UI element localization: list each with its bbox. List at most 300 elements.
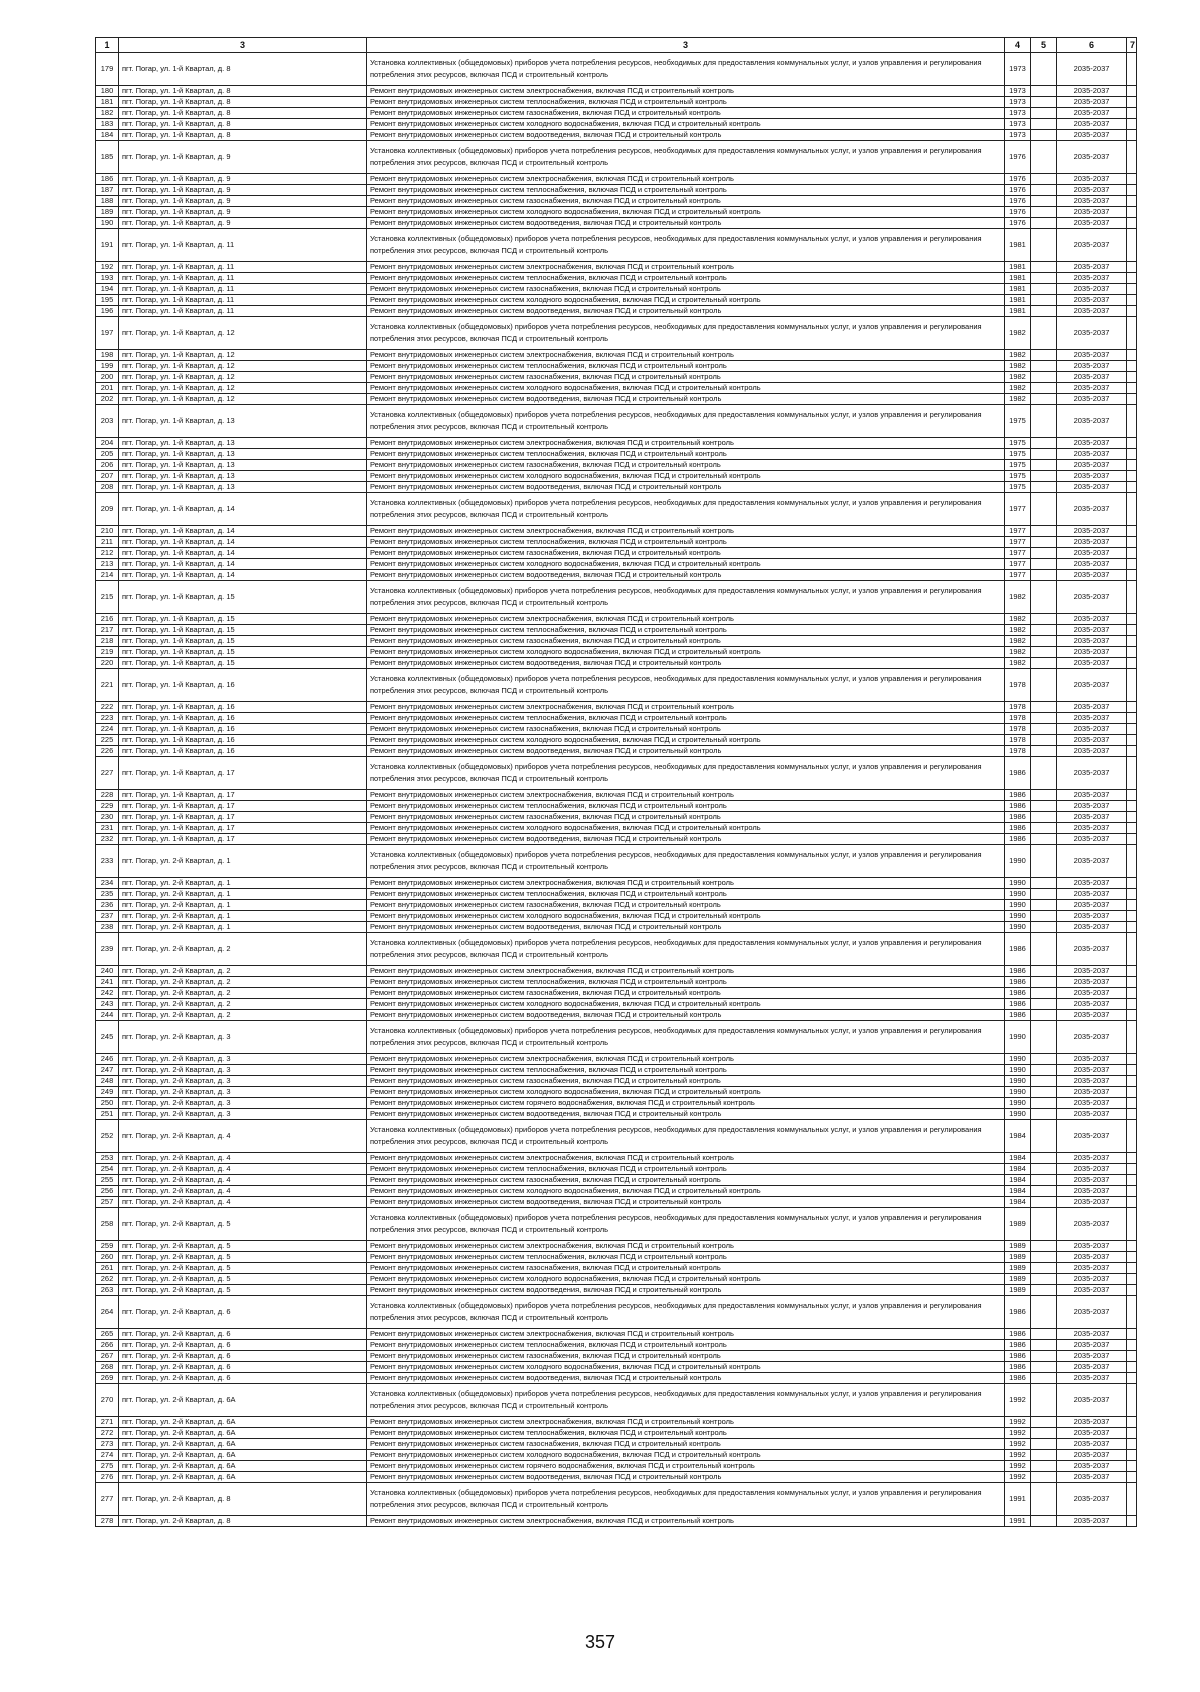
table-row [96,185,1137,196]
row-address: пгт. Погар, ул. 2-й Квартал, д. 6А [119,1384,367,1417]
row-number: 197 [96,317,119,350]
row-col7 [1127,1010,1137,1021]
table-row [96,713,1137,724]
row-col5 [1031,460,1057,471]
row-col7 [1127,1483,1137,1516]
row-work: Ремонт внутридомовых инженерных систем холодного водоснабжения, включая ПСД и строительный контроль [367,647,1005,658]
row-period: 2035-2037 [1057,53,1127,86]
row-address: пгт. Погар, ул. 2-й Квартал, д. 6 [119,1362,367,1373]
row-number: 198 [96,350,119,361]
table-row [96,449,1137,460]
row-address: пгт. Погар, ул. 2-й Квартал, д. 6 [119,1340,367,1351]
table-row [96,1120,1137,1153]
row-number: 265 [96,1329,119,1340]
row-address: пгт. Погар, ул. 2-й Квартал, д. 6А [119,1450,367,1461]
row-period: 2035-2037 [1057,1186,1127,1197]
row-col5 [1031,1109,1057,1120]
table-row [96,735,1137,746]
row-work: Ремонт внутридомовых инженерных систем водоотведения, включая ПСД и строительный контроль [367,1285,1005,1296]
row-address: пгт. Погар, ул. 2-й Квартал, д. 2 [119,999,367,1010]
row-year: 1975 [1005,405,1031,438]
row-col5 [1031,1450,1057,1461]
row-col7 [1127,53,1137,86]
row-col5 [1031,625,1057,636]
table-row [96,1340,1137,1351]
row-number: 272 [96,1428,119,1439]
row-year: 1989 [1005,1274,1031,1285]
row-col7 [1127,614,1137,625]
row-year: 1975 [1005,482,1031,493]
header-col-num: 1 [96,38,119,53]
row-number: 196 [96,306,119,317]
row-number: 277 [96,1483,119,1516]
row-col7 [1127,273,1137,284]
row-work: Установка коллективных (общедомовых) приборов учета потребления ресурсов, необходимых для предоставления коммунальных услуг, и узлов управления и регулирования потребления этих ресурсов, включая ПСД и строительный контроль [367,933,1005,966]
row-work: Ремонт внутридомовых инженерных систем электроснабжения, включая ПСД и строительный контроль [367,966,1005,977]
table-row [96,537,1137,548]
row-work: Установка коллективных (общедомовых) приборов учета потребления ресурсов, необходимых для предоставления коммунальных услуг, и узлов управления и регулирования потребления этих ресурсов, включая ПСД и строительный контроль [367,1483,1005,1516]
row-address: пгт. Погар, ул. 1-й Квартал, д. 8 [119,86,367,97]
row-number: 185 [96,141,119,174]
row-work: Ремонт внутридомовых инженерных систем водоотведения, включая ПСД и строительный контроль [367,306,1005,317]
table-header-row [96,38,1137,53]
row-col5 [1031,449,1057,460]
row-period: 2035-2037 [1057,702,1127,713]
row-year: 1992 [1005,1472,1031,1483]
row-work: Ремонт внутридомовых инженерных систем газоснабжения, включая ПСД и строительный контроль [367,1439,1005,1450]
row-address: пгт. Погар, ул. 2-й Квартал, д. 1 [119,845,367,878]
table-row [96,1263,1137,1274]
row-year: 1982 [1005,372,1031,383]
row-col5 [1031,405,1057,438]
row-period: 2035-2037 [1057,823,1127,834]
row-period: 2035-2037 [1057,878,1127,889]
table-row [96,372,1137,383]
row-col5 [1031,1164,1057,1175]
row-address: пгт. Погар, ул. 2-й Квартал, д. 5 [119,1274,367,1285]
row-col5 [1031,570,1057,581]
row-number: 211 [96,537,119,548]
row-year: 1990 [1005,900,1031,911]
row-col7 [1127,1153,1137,1164]
row-year: 1989 [1005,1252,1031,1263]
row-period: 2035-2037 [1057,108,1127,119]
row-year: 1978 [1005,713,1031,724]
row-period: 2035-2037 [1057,1076,1127,1087]
row-year: 1990 [1005,1021,1031,1054]
row-col5 [1031,1263,1057,1274]
row-work: Установка коллективных (общедомовых) приборов учета потребления ресурсов, необходимых для предоставления коммунальных услуг, и узлов управления и регулирования потребления этих ресурсов, включая ПСД и строительный контроль [367,669,1005,702]
row-col7 [1127,669,1137,702]
row-address: пгт. Погар, ул. 1-й Квартал, д. 17 [119,812,367,823]
row-period: 2035-2037 [1057,438,1127,449]
row-col5 [1031,482,1057,493]
row-number: 259 [96,1241,119,1252]
table-row [96,284,1137,295]
row-number: 213 [96,559,119,570]
row-period: 2035-2037 [1057,625,1127,636]
row-work: Установка коллективных (общедомовых) приборов учета потребления ресурсов, необходимых для предоставления коммунальных услуг, и узлов управления и регулирования потребления этих ресурсов, включая ПСД и строительный контроль [367,1120,1005,1153]
row-col7 [1127,1098,1137,1109]
row-work: Ремонт внутридомовых инженерных систем газоснабжения, включая ПСД и строительный контроль [367,636,1005,647]
row-work: Ремонт внутридомовых инженерных систем газоснабжения, включая ПСД и строительный контроль [367,812,1005,823]
row-year: 1982 [1005,361,1031,372]
row-period: 2035-2037 [1057,647,1127,658]
row-address: пгт. Погар, ул. 2-й Квартал, д. 5 [119,1285,367,1296]
row-year: 1990 [1005,1076,1031,1087]
row-col7 [1127,350,1137,361]
row-year: 1986 [1005,801,1031,812]
row-col7 [1127,1296,1137,1329]
row-year: 1990 [1005,1109,1031,1120]
row-col5 [1031,823,1057,834]
row-address: пгт. Погар, ул. 1-й Квартал, д. 11 [119,306,367,317]
row-work: Ремонт внутридомовых инженерных систем газоснабжения, включая ПСД и строительный контроль [367,1175,1005,1186]
row-col7 [1127,1351,1137,1362]
row-work: Ремонт внутридомовых инженерных систем теплоснабжения, включая ПСД и строительный контроль [367,625,1005,636]
row-year: 1975 [1005,449,1031,460]
row-col7 [1127,460,1137,471]
row-work: Ремонт внутридомовых инженерных систем теплоснабжения, включая ПСД и строительный контроль [367,1252,1005,1263]
row-address: пгт. Погар, ул. 1-й Квартал, д. 13 [119,405,367,438]
row-col7 [1127,284,1137,295]
row-number: 223 [96,713,119,724]
row-work: Ремонт внутридомовых инженерных систем электроснабжения, включая ПСД и строительный контроль [367,526,1005,537]
row-number: 212 [96,548,119,559]
row-work: Ремонт внутридомовых инженерных систем теплоснабжения, включая ПСД и строительный контроль [367,1065,1005,1076]
row-period: 2035-2037 [1057,1296,1127,1329]
row-number: 200 [96,372,119,383]
row-col7 [1127,218,1137,229]
row-period: 2035-2037 [1057,1197,1127,1208]
table-row [96,999,1137,1010]
table-row [96,273,1137,284]
row-col7 [1127,196,1137,207]
row-col5 [1031,1439,1057,1450]
row-col5 [1031,1252,1057,1263]
row-number: 255 [96,1175,119,1186]
row-address: пгт. Погар, ул. 2-й Квартал, д. 3 [119,1087,367,1098]
table-row [96,966,1137,977]
table-row [96,306,1137,317]
row-col7 [1127,1329,1137,1340]
row-year: 1986 [1005,1296,1031,1329]
row-work: Установка коллективных (общедомовых) приборов учета потребления ресурсов, необходимых для предоставления коммунальных услуг, и узлов управления и регулирования потребления этих ресурсов, включая ПСД и строительный контроль [367,845,1005,878]
row-period: 2035-2037 [1057,1329,1127,1340]
row-number: 237 [96,911,119,922]
row-col5 [1031,702,1057,713]
row-period: 2035-2037 [1057,196,1127,207]
row-address: пгт. Погар, ул. 1-й Квартал, д. 13 [119,471,367,482]
table-row [96,548,1137,559]
row-col5 [1031,1098,1057,1109]
row-col5 [1031,97,1057,108]
table-row [96,1439,1137,1450]
row-col5 [1031,878,1057,889]
table-row [96,53,1137,86]
row-period: 2035-2037 [1057,218,1127,229]
row-number: 218 [96,636,119,647]
row-number: 264 [96,1296,119,1329]
row-address: пгт. Погар, ул. 1-й Квартал, д. 9 [119,141,367,174]
table-row [96,1252,1137,1263]
row-year: 1977 [1005,548,1031,559]
row-address: пгт. Погар, ул. 2-й Квартал, д. 4 [119,1120,367,1153]
row-address: пгт. Погар, ул. 1-й Квартал, д. 15 [119,614,367,625]
row-col7 [1127,394,1137,405]
row-work: Ремонт внутридомовых инженерных систем газоснабжения, включая ПСД и строительный контроль [367,900,1005,911]
row-col5 [1031,1373,1057,1384]
row-address: пгт. Погар, ул. 1-й Квартал, д. 16 [119,702,367,713]
row-col7 [1127,526,1137,537]
row-col5 [1031,130,1057,141]
row-address: пгт. Погар, ул. 1-й Квартал, д. 17 [119,834,367,845]
row-col5 [1031,548,1057,559]
row-address: пгт. Погар, ул. 1-й Квартал, д. 15 [119,647,367,658]
row-period: 2035-2037 [1057,669,1127,702]
row-year: 1986 [1005,999,1031,1010]
row-col7 [1127,1274,1137,1285]
row-col7 [1127,537,1137,548]
row-period: 2035-2037 [1057,1208,1127,1241]
table-row [96,1153,1137,1164]
row-col7 [1127,108,1137,119]
table-row [96,1087,1137,1098]
row-period: 2035-2037 [1057,1285,1127,1296]
row-col5 [1031,141,1057,174]
row-col7 [1127,823,1137,834]
row-address: пгт. Погар, ул. 1-й Квартал, д. 14 [119,559,367,570]
table-row [96,1109,1137,1120]
row-year: 1977 [1005,570,1031,581]
row-col7 [1127,977,1137,988]
row-year: 1986 [1005,1340,1031,1351]
row-work: Ремонт внутридомовых инженерных систем водоотведения, включая ПСД и строительный контроль [367,130,1005,141]
row-col7 [1127,1252,1137,1263]
row-number: 205 [96,449,119,460]
row-period: 2035-2037 [1057,1340,1127,1351]
row-number: 224 [96,724,119,735]
table-row [96,1076,1137,1087]
row-year: 1986 [1005,834,1031,845]
row-work: Ремонт внутридомовых инженерных систем водоотведения, включая ПСД и строительный контроль [367,834,1005,845]
row-address: пгт. Погар, ул. 2-й Квартал, д. 1 [119,911,367,922]
row-address: пгт. Погар, ул. 1-й Квартал, д. 16 [119,724,367,735]
capital-repair-table [95,37,1137,1527]
row-col5 [1031,229,1057,262]
row-col7 [1127,757,1137,790]
row-year: 1986 [1005,966,1031,977]
table-row [96,669,1137,702]
row-number: 187 [96,185,119,196]
table-row [96,482,1137,493]
row-address: пгт. Погар, ул. 2-й Квартал, д. 6А [119,1439,367,1450]
row-period: 2035-2037 [1057,548,1127,559]
row-col5 [1031,1351,1057,1362]
table-row [96,1010,1137,1021]
table-row [96,394,1137,405]
row-col7 [1127,361,1137,372]
row-col5 [1031,790,1057,801]
row-address: пгт. Погар, ул. 2-й Квартал, д. 1 [119,878,367,889]
row-col7 [1127,1263,1137,1274]
row-address: пгт. Погар, ул. 2-й Квартал, д. 8 [119,1516,367,1527]
row-period: 2035-2037 [1057,350,1127,361]
row-period: 2035-2037 [1057,1120,1127,1153]
row-col7 [1127,1054,1137,1065]
row-number: 193 [96,273,119,284]
row-col5 [1031,273,1057,284]
row-address: пгт. Погар, ул. 2-й Квартал, д. 2 [119,977,367,988]
row-address: пгт. Погар, ул. 2-й Квартал, д. 1 [119,922,367,933]
page-number: 357 [584,1632,616,1652]
row-year: 1982 [1005,581,1031,614]
row-address: пгт. Погар, ул. 1-й Квартал, д. 14 [119,570,367,581]
row-work: Ремонт внутридомовых инженерных систем теплоснабжения, включая ПСД и строительный контроль [367,97,1005,108]
row-period: 2035-2037 [1057,614,1127,625]
row-col7 [1127,449,1137,460]
row-year: 1982 [1005,658,1031,669]
table-row [96,1516,1137,1527]
row-col7 [1127,801,1137,812]
row-col7 [1127,317,1137,350]
row-work: Ремонт внутридомовых инженерных систем электроснабжения, включая ПСД и строительный контроль [367,1417,1005,1428]
row-col7 [1127,812,1137,823]
table-row [96,988,1137,999]
row-number: 241 [96,977,119,988]
row-number: 183 [96,119,119,130]
row-address: пгт. Погар, ул. 2-й Квартал, д. 6А [119,1417,367,1428]
row-address: пгт. Погар, ул. 2-й Квартал, д. 8 [119,1483,367,1516]
row-col5 [1031,218,1057,229]
row-col5 [1031,812,1057,823]
row-year: 1978 [1005,724,1031,735]
row-period: 2035-2037 [1057,262,1127,273]
row-work: Ремонт внутридомовых инженерных систем водоотведения, включая ПСД и строительный контроль [367,570,1005,581]
row-address: пгт. Погар, ул. 2-й Квартал, д. 4 [119,1186,367,1197]
row-work: Ремонт внутридомовых инженерных систем газоснабжения, включая ПСД и строительный контроль [367,1263,1005,1274]
row-number: 206 [96,460,119,471]
row-address: пгт. Погар, ул. 1-й Квартал, д. 9 [119,174,367,185]
row-period: 2035-2037 [1057,581,1127,614]
row-period: 2035-2037 [1057,834,1127,845]
row-work: Установка коллективных (общедомовых) приборов учета потребления ресурсов, необходимых для предоставления коммунальных услуг, и узлов управления и регулирования потребления этих ресурсов, включая ПСД и строительный контроль [367,757,1005,790]
row-col7 [1127,1065,1137,1076]
row-year: 1989 [1005,1285,1031,1296]
row-year: 1984 [1005,1120,1031,1153]
row-period: 2035-2037 [1057,273,1127,284]
row-number: 249 [96,1087,119,1098]
row-col5 [1031,1329,1057,1340]
row-col5 [1031,372,1057,383]
row-number: 222 [96,702,119,713]
row-col5 [1031,1274,1057,1285]
row-col7 [1127,1087,1137,1098]
row-work: Ремонт внутридомовых инженерных систем водоотведения, включая ПСД и строительный контроль [367,746,1005,757]
row-col5 [1031,900,1057,911]
row-work: Ремонт внутридомовых инженерных систем электроснабжения, включая ПСД и строительный контроль [367,878,1005,889]
row-col5 [1031,306,1057,317]
row-period: 2035-2037 [1057,1252,1127,1263]
row-period: 2035-2037 [1057,1175,1127,1186]
row-number: 251 [96,1109,119,1120]
row-work: Ремонт внутридомовых инженерных систем газоснабжения, включая ПСД и строительный контроль [367,1351,1005,1362]
row-period: 2035-2037 [1057,1065,1127,1076]
row-year: 1975 [1005,471,1031,482]
table-row [96,405,1137,438]
row-address: пгт. Погар, ул. 1-й Квартал, д. 14 [119,493,367,526]
row-year: 1990 [1005,889,1031,900]
row-number: 248 [96,1076,119,1087]
row-col5 [1031,1076,1057,1087]
row-address: пгт. Погар, ул. 2-й Квартал, д. 4 [119,1153,367,1164]
row-year: 1990 [1005,1054,1031,1065]
row-number: 220 [96,658,119,669]
row-year: 1984 [1005,1153,1031,1164]
row-number: 181 [96,97,119,108]
row-col7 [1127,1450,1137,1461]
row-period: 2035-2037 [1057,559,1127,570]
row-number: 190 [96,218,119,229]
row-work: Установка коллективных (общедомовых) приборов учета потребления ресурсов, необходимых для предоставления коммунальных услуг, и узлов управления и регулирования потребления этих ресурсов, включая ПСД и строительный контроль [367,493,1005,526]
row-col5 [1031,1153,1057,1164]
row-col5 [1031,1384,1057,1417]
row-period: 2035-2037 [1057,229,1127,262]
row-work: Установка коллективных (общедомовых) приборов учета потребления ресурсов, необходимых для предоставления коммунальных услуг, и узлов управления и регулирования потребления этих ресурсов, включая ПСД и строительный контроль [367,141,1005,174]
row-period: 2035-2037 [1057,1054,1127,1065]
row-col7 [1127,636,1137,647]
table-row [96,757,1137,790]
row-year: 1991 [1005,1516,1031,1527]
table-row [96,1065,1137,1076]
table-row [96,1384,1137,1417]
row-col7 [1127,922,1137,933]
row-number: 216 [96,614,119,625]
row-address: пгт. Погар, ул. 1-й Квартал, д. 11 [119,284,367,295]
row-col5 [1031,999,1057,1010]
row-work: Установка коллективных (общедомовых) приборов учета потребления ресурсов, необходимых для предоставления коммунальных услуг, и узлов управления и регулирования потребления этих ресурсов, включая ПСД и строительный контроль [367,317,1005,350]
row-address: пгт. Погар, ул. 1-й Квартал, д. 11 [119,295,367,306]
table-row [96,1351,1137,1362]
row-col5 [1031,471,1057,482]
row-address: пгт. Погар, ул. 1-й Квартал, д. 13 [119,460,367,471]
row-year: 1982 [1005,394,1031,405]
row-period: 2035-2037 [1057,1450,1127,1461]
row-year: 1982 [1005,625,1031,636]
row-address: пгт. Погар, ул. 1-й Квартал, д. 8 [119,108,367,119]
table-row [96,141,1137,174]
row-period: 2035-2037 [1057,922,1127,933]
row-col7 [1127,724,1137,735]
table-row [96,1461,1137,1472]
table-row [96,295,1137,306]
table-row [96,845,1137,878]
table-row [96,812,1137,823]
header-col-year: 4 [1005,38,1031,53]
row-year: 1990 [1005,922,1031,933]
row-col7 [1127,207,1137,218]
table-row [96,636,1137,647]
row-number: 208 [96,482,119,493]
row-col5 [1031,493,1057,526]
row-number: 254 [96,1164,119,1175]
row-address: пгт. Погар, ул. 2-й Квартал, д. 3 [119,1098,367,1109]
row-number: 250 [96,1098,119,1109]
row-year: 1981 [1005,284,1031,295]
row-col5 [1031,911,1057,922]
row-col5 [1031,845,1057,878]
row-address: пгт. Погар, ул. 1-й Квартал, д. 13 [119,449,367,460]
